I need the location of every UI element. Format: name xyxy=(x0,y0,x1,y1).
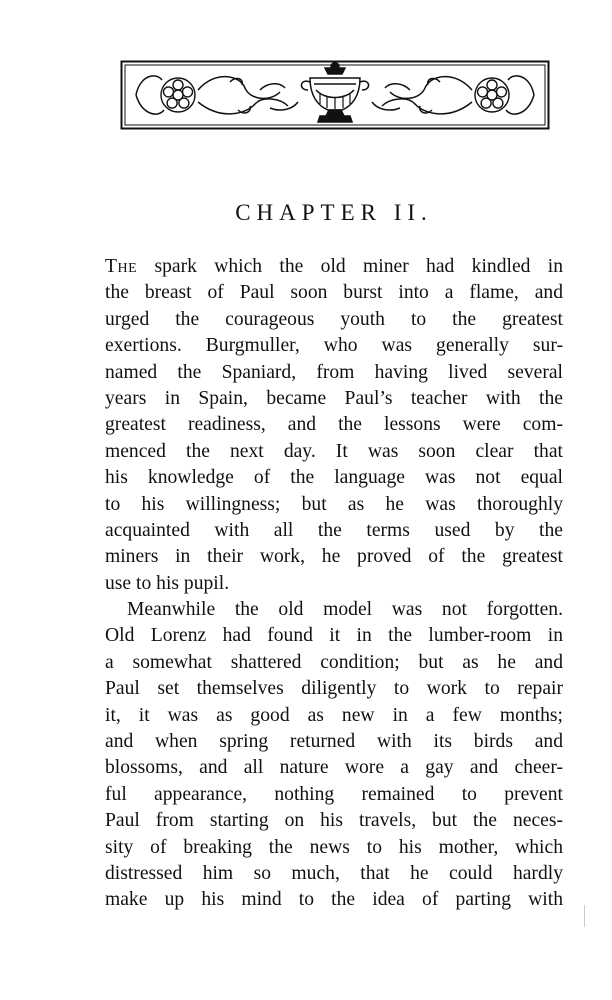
floral-urn-ornament-icon xyxy=(120,60,550,130)
ornamental-headpiece xyxy=(120,60,550,130)
paragraph-lead-word: The xyxy=(105,256,138,277)
paragraph-1-line: menced the next day. It was soon clear that xyxy=(105,440,563,462)
paragraph-1-line: greatest readiness, and the lessons were com- xyxy=(105,414,563,436)
paragraph-2-line: make up his mind to the idea of parting with xyxy=(105,889,563,911)
paragraph-1-line: years in Spain, became Paul’s teacher with the xyxy=(105,387,563,409)
paragraph-1-line: to his willingness; but as he was thoroughly xyxy=(105,493,563,515)
paragraph-2-line: Old Lorenz had found it in the lumber-room in xyxy=(105,625,563,647)
paragraph-2-line: ful appearance, nothing remained to prevent xyxy=(105,783,563,805)
paragraph-1-line: urged the courageous youth to the greatest xyxy=(105,308,563,330)
paragraph-1-line-1: The spark which the old miner had kindled in xyxy=(105,256,563,277)
paragraph-1-line: use to his pupil. xyxy=(105,572,230,594)
paragraph-2-line: distressed him so much, that he could hardly xyxy=(105,862,563,884)
paragraph-2-line: and when spring returned with its birds and xyxy=(105,731,563,753)
paragraph-1-line: acquainted with all the terms used by the xyxy=(105,519,563,541)
paragraph-2-line: blossoms, and all nature wore a gay and cheer- xyxy=(105,757,563,779)
paragraph-1-line: named the Spaniard, from having lived several xyxy=(105,361,563,383)
paragraph-1-line: miners in their work, he proved of the greatest xyxy=(105,546,563,568)
paragraph-1-line: the breast of Paul soon burst into a flame, and xyxy=(105,282,563,304)
paragraph-2-line: Paul from starting on his travels, but the neces- xyxy=(105,810,563,832)
body-text xyxy=(105,254,563,914)
paragraph-2-line: Paul set themselves diligently to work to repair xyxy=(105,678,563,700)
chapter-heading xyxy=(0,200,612,226)
paragraph-1-line: his knowledge of the language was not equal xyxy=(105,467,563,489)
paragraph-2-line: sity of breaking the news to his mother, which xyxy=(105,836,563,858)
paragraph-2-line: a somewhat shattered condition; but as he and xyxy=(105,651,563,673)
paragraph-2-line: it, it was as good as new in a few months; xyxy=(105,704,563,726)
chapter-title: CHAPTER II. xyxy=(235,200,433,225)
paragraph-2-line: Meanwhile the old model was not forgotten. xyxy=(127,599,563,621)
scan-mark xyxy=(584,905,585,927)
paragraph-1-line: exertions. Burgmuller, who was generally sur- xyxy=(105,335,563,357)
